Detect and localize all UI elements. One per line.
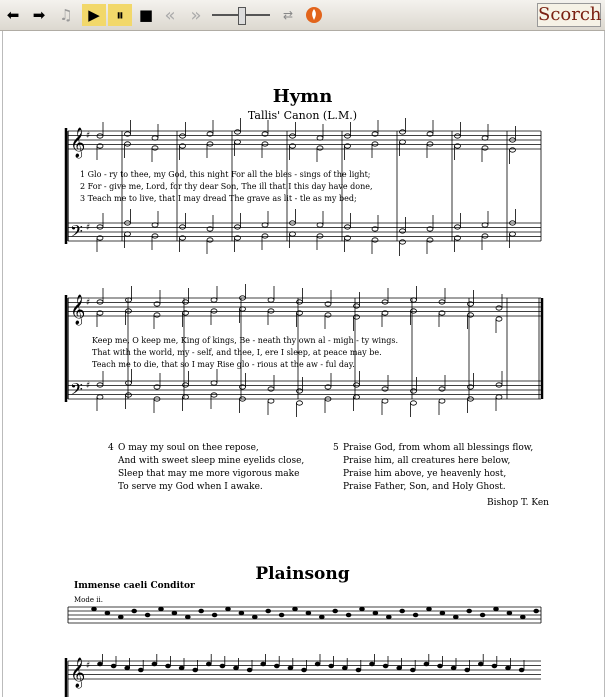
chant-note bbox=[105, 611, 110, 615]
notehead bbox=[297, 389, 303, 393]
notehead bbox=[235, 225, 241, 229]
chant-note bbox=[199, 609, 204, 613]
notehead bbox=[482, 136, 488, 140]
forward-arrow-icon[interactable]: ➡ bbox=[32, 6, 46, 24]
chant-note bbox=[333, 609, 338, 613]
fast-forward-button[interactable]: » bbox=[190, 4, 202, 26]
plainsong-subtitle: Immense caeli Conditor bbox=[74, 581, 195, 591]
notehead bbox=[268, 387, 274, 391]
svg-text:♯: ♯ bbox=[86, 661, 91, 671]
chant-note bbox=[427, 607, 432, 611]
notehead bbox=[482, 223, 488, 227]
chant-note bbox=[319, 615, 324, 619]
hymn-author: Bishop T. Ken bbox=[487, 498, 549, 508]
verse-line: Praise him above, ye heavenly host, bbox=[343, 469, 507, 479]
notehead bbox=[152, 223, 158, 227]
tempo-icon[interactable]: ⇄ bbox=[282, 8, 294, 22]
chant-note bbox=[288, 666, 293, 670]
chant-note bbox=[293, 607, 298, 611]
notehead bbox=[125, 142, 131, 146]
notehead bbox=[400, 130, 406, 134]
lyric-line: 1 Glo - ry to thee, my God, this night For all the bles - sings of the light; bbox=[80, 170, 371, 179]
chant-note bbox=[440, 611, 445, 615]
chant-note bbox=[520, 615, 525, 619]
scorch-logo[interactable]: Scorch bbox=[538, 4, 602, 25]
chant-note bbox=[125, 666, 130, 670]
chant-note bbox=[467, 609, 472, 613]
notehead bbox=[510, 232, 516, 236]
rewind-button[interactable]: « bbox=[164, 4, 176, 26]
notehead bbox=[125, 232, 131, 236]
chant-note bbox=[172, 611, 177, 615]
stop-button[interactable]: ■ bbox=[138, 6, 154, 24]
notehead bbox=[97, 134, 103, 138]
chant-note bbox=[306, 611, 311, 615]
chant-note bbox=[159, 607, 164, 611]
chant-note bbox=[274, 664, 279, 668]
chant-note bbox=[226, 607, 231, 611]
chant-note bbox=[179, 666, 184, 670]
svg-text:♯: ♯ bbox=[86, 131, 91, 141]
notehead bbox=[152, 136, 158, 140]
notehead bbox=[455, 225, 461, 229]
notehead bbox=[439, 387, 445, 391]
verse-line: Sleep that may me more vigorous make bbox=[118, 469, 300, 479]
notehead bbox=[297, 401, 303, 405]
chant-note bbox=[261, 662, 266, 666]
notehead bbox=[152, 146, 158, 150]
notehead bbox=[262, 223, 268, 227]
notehead bbox=[482, 146, 488, 150]
verse-number: 5 bbox=[333, 443, 339, 453]
chant-note bbox=[451, 666, 456, 670]
chant-note bbox=[400, 609, 405, 613]
chant-note bbox=[478, 662, 483, 666]
notehead bbox=[411, 298, 417, 302]
chant-note bbox=[519, 668, 524, 672]
chant-note bbox=[397, 666, 402, 670]
chant-note bbox=[465, 668, 470, 672]
notehead bbox=[411, 309, 417, 313]
notehead bbox=[382, 300, 388, 304]
notehead bbox=[126, 309, 132, 313]
lyric-line: 3 Teach me to live, that I may dread The grave as lit - tle as my bed; bbox=[80, 194, 357, 203]
chant-note bbox=[506, 666, 511, 670]
chant-note bbox=[386, 615, 391, 619]
chant-note bbox=[302, 668, 307, 672]
svg-text:𝄞: 𝄞 bbox=[70, 128, 86, 158]
chant-note bbox=[534, 609, 539, 613]
chant-note bbox=[212, 613, 217, 617]
notehead bbox=[325, 313, 331, 317]
chant-note bbox=[438, 664, 443, 668]
svg-text:𝄢: 𝄢 bbox=[70, 379, 83, 403]
notehead bbox=[126, 298, 132, 302]
notehead bbox=[211, 309, 217, 313]
plainsong-title: Plainsong bbox=[255, 564, 350, 584]
chant-note bbox=[424, 662, 429, 666]
notehead bbox=[211, 381, 217, 385]
svg-text:𝄞: 𝄞 bbox=[70, 658, 86, 688]
notehead bbox=[345, 225, 351, 229]
notehead bbox=[439, 300, 445, 304]
chant-note bbox=[185, 615, 190, 619]
plainsong-mode: Mode ii. bbox=[74, 596, 103, 604]
notehead bbox=[354, 395, 360, 399]
chant-note bbox=[373, 611, 378, 615]
chant-note bbox=[356, 668, 361, 672]
notehead bbox=[439, 399, 445, 403]
notehead bbox=[372, 142, 378, 146]
notehead bbox=[207, 142, 213, 146]
notehead bbox=[211, 393, 217, 397]
notehead bbox=[207, 238, 213, 242]
lyric-line: Teach me to die, that so I may Rise glo - rious at the aw - ful day. bbox=[92, 360, 355, 369]
notehead bbox=[262, 234, 268, 238]
notehead bbox=[382, 399, 388, 403]
chant-note bbox=[92, 607, 97, 611]
chant-note bbox=[507, 611, 512, 615]
chant-note bbox=[279, 613, 284, 617]
chant-note bbox=[413, 613, 418, 617]
notehead bbox=[354, 383, 360, 387]
notehead bbox=[183, 395, 189, 399]
verse-4 bbox=[108, 442, 305, 494]
verse-line: To serve my God when I awake. bbox=[118, 482, 263, 492]
notehead bbox=[468, 313, 474, 317]
notehead bbox=[152, 234, 158, 238]
hymn-subtitle: Tallis' Canon (L.M.) bbox=[247, 109, 358, 122]
notehead bbox=[240, 307, 246, 311]
notehead bbox=[297, 300, 303, 304]
chant-note bbox=[370, 662, 375, 666]
notehead bbox=[180, 225, 186, 229]
chant-note bbox=[138, 668, 143, 672]
svg-text:𝄞: 𝄞 bbox=[70, 295, 86, 325]
chant-note bbox=[247, 668, 252, 672]
notehead bbox=[496, 383, 502, 387]
chant-note bbox=[329, 664, 334, 668]
notehead bbox=[496, 395, 502, 399]
svg-text:♯: ♯ bbox=[86, 223, 91, 233]
notehead bbox=[183, 383, 189, 387]
chant-note bbox=[145, 613, 150, 617]
lyric-line: 2 For - give me, Lord, for thy dear Son, The ill that I this day have done, bbox=[80, 182, 373, 191]
notehead bbox=[354, 315, 360, 319]
notehead bbox=[126, 381, 132, 385]
notehead bbox=[411, 401, 417, 405]
chant-note bbox=[383, 664, 388, 668]
notehead bbox=[154, 313, 160, 317]
notehead bbox=[126, 393, 132, 397]
verse-line: And with sweet sleep mine eyelids close, bbox=[118, 456, 305, 466]
notehead bbox=[411, 389, 417, 393]
notehead bbox=[290, 232, 296, 236]
music-notes-icon[interactable]: ♫ bbox=[59, 6, 73, 24]
chant-note bbox=[111, 664, 116, 668]
chant-note bbox=[166, 664, 171, 668]
notehead bbox=[183, 300, 189, 304]
chant-note bbox=[410, 668, 415, 672]
verse-5 bbox=[333, 442, 534, 494]
svg-text:♯: ♯ bbox=[86, 298, 91, 308]
chant-note bbox=[346, 613, 351, 617]
chant-note bbox=[234, 666, 239, 670]
notehead bbox=[345, 134, 351, 138]
notehead bbox=[427, 238, 433, 242]
chant-note bbox=[342, 666, 347, 670]
chant-note bbox=[118, 615, 123, 619]
notehead bbox=[400, 240, 406, 244]
notehead bbox=[235, 130, 241, 134]
verse-number: 4 bbox=[108, 443, 114, 453]
notehead bbox=[455, 134, 461, 138]
notehead bbox=[268, 309, 274, 313]
notehead bbox=[510, 148, 516, 152]
chant-note bbox=[480, 613, 485, 617]
notehead bbox=[97, 300, 103, 304]
svg-text:𝄢: 𝄢 bbox=[70, 221, 83, 245]
chant-note bbox=[492, 664, 497, 668]
notehead bbox=[354, 304, 360, 308]
notehead bbox=[427, 142, 433, 146]
notehead bbox=[400, 229, 406, 233]
chant-note bbox=[239, 611, 244, 615]
notehead bbox=[268, 399, 274, 403]
notehead bbox=[482, 234, 488, 238]
verse-line: Praise him, all creatures here below, bbox=[343, 456, 511, 466]
notehead bbox=[400, 140, 406, 144]
pause-button[interactable]: ⏸ bbox=[108, 4, 132, 26]
notehead bbox=[268, 298, 274, 302]
notehead bbox=[97, 383, 103, 387]
chant-note bbox=[266, 609, 271, 613]
hymn-title: Hymn bbox=[272, 86, 333, 107]
notehead bbox=[97, 395, 103, 399]
notehead bbox=[317, 223, 323, 227]
notehead bbox=[496, 306, 502, 310]
chant-note bbox=[193, 668, 198, 672]
notehead bbox=[180, 134, 186, 138]
notehead bbox=[382, 387, 388, 391]
chant-note bbox=[360, 607, 365, 611]
notehead bbox=[372, 238, 378, 242]
chant-note bbox=[132, 609, 137, 613]
play-button[interactable]: ▶ bbox=[82, 4, 106, 26]
chant-note bbox=[453, 615, 458, 619]
chant-note bbox=[98, 662, 103, 666]
notehead bbox=[317, 146, 323, 150]
verse-line: Praise God, from whom all blessings flow, bbox=[343, 443, 534, 453]
verse-line: Praise Father, Son, and Holy Ghost. bbox=[343, 482, 506, 492]
lyric-line: That with the world, my - self, and thee, I, ere I sleep, at peace may be. bbox=[92, 348, 382, 357]
back-arrow-icon[interactable]: ⬅ bbox=[6, 6, 20, 24]
notehead bbox=[211, 298, 217, 302]
notehead bbox=[97, 225, 103, 229]
notehead bbox=[317, 234, 323, 238]
chant-note bbox=[206, 662, 211, 666]
svg-text:♯: ♯ bbox=[86, 381, 91, 391]
notehead bbox=[262, 142, 268, 146]
chant-note bbox=[252, 615, 257, 619]
notehead bbox=[290, 134, 296, 138]
chant-note bbox=[494, 607, 499, 611]
notehead bbox=[496, 317, 502, 321]
lyric-line: Keep me, O keep me, King of kings, Be - neath thy own al - migh - ty wings. bbox=[92, 336, 399, 345]
notehead bbox=[317, 136, 323, 140]
verse-line: O may my soul on thee repose, bbox=[118, 443, 259, 453]
chant-note bbox=[315, 662, 320, 666]
chant-note bbox=[152, 662, 157, 666]
notehead bbox=[235, 140, 241, 144]
chant-note bbox=[220, 664, 225, 668]
